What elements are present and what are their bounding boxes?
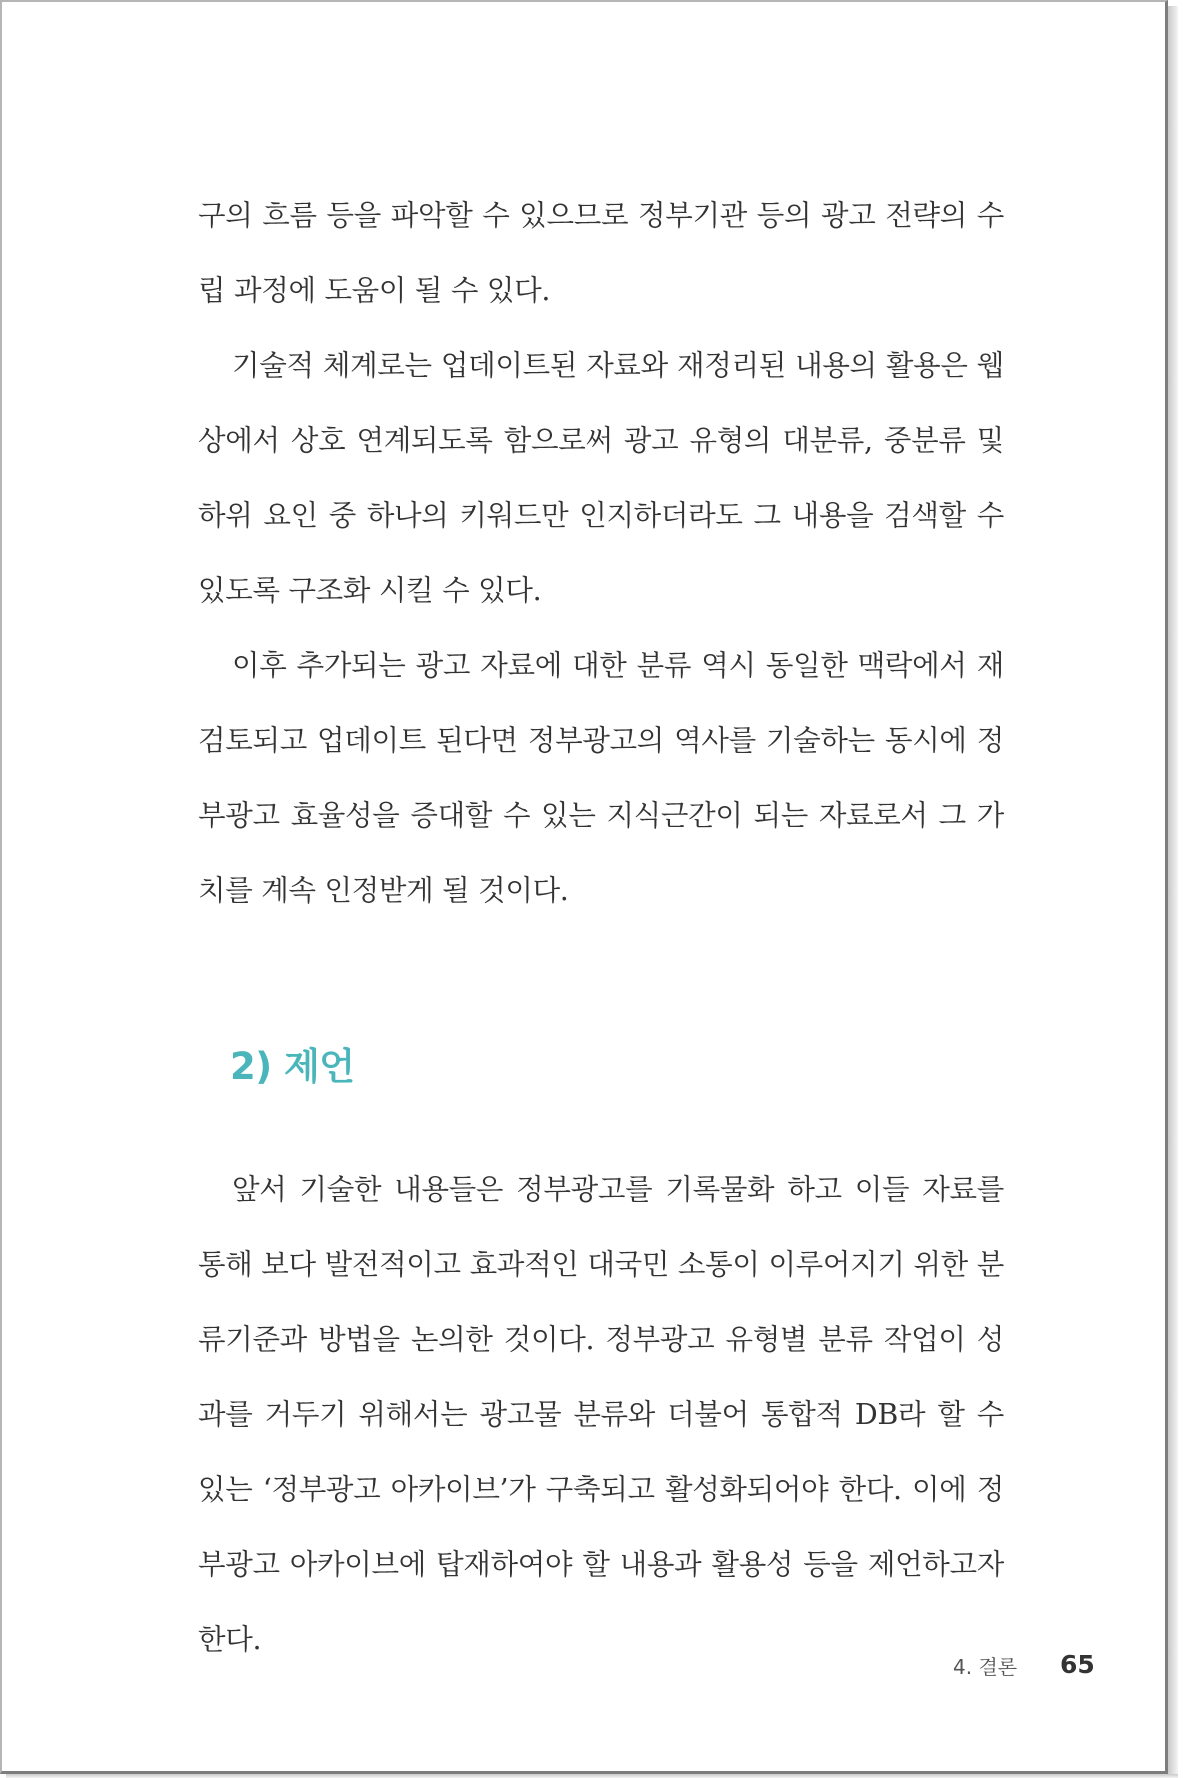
section-heading: 2) 제언 bbox=[230, 1045, 355, 1088]
paragraph-technical-system: 기술적 체계로는 업데이트된 자료와 재정리된 내용의 활용은 웹상에서 상호 연계되도록 함으로써 광고 유형의 대분류, 중분류 및 하위 요인 중 하나의 키워드만 인지하더라도 그 내용을 검색할 수 있도록 구조화 시킬 수 있다. bbox=[198, 349, 1004, 607]
footer-chapter-label: 4. 결론 bbox=[953, 1655, 1018, 1679]
paragraph-continued: 구의 흐름 등을 파악할 수 있으므로 정부기관 등의 광고 전략의 수립 과정에 도움이 될 수 있다. bbox=[198, 199, 1004, 307]
page-shadow-bottom bbox=[6, 1774, 1178, 1778]
page-shadow bbox=[1168, 6, 1178, 1776]
paragraph-future-updates: 이후 추가되는 광고 자료에 대한 분류 역시 동일한 맥락에서 재검토되고 업데이트 된다면 정부광고의 역사를 기술하는 동시에 정부광고 효율성을 증대할 수 있는 지식근간이 되는 자료로서 그 가치를 계속 인정받게 될 것이다. bbox=[198, 649, 1004, 907]
page-number: 65 bbox=[1060, 1650, 1095, 1679]
paragraph-proposal: 앞서 기술한 내용들은 정부광고를 기록물화 하고 이들 자료를 통해 보다 발전적이고 효과적인 대국민 소통이 이루어지기 위한 분류기준과 방법을 논의한 것이다. 정부광고 유형별 분류 작업이 성과를 거두기 위해서는 광고물 분류와 더불어 통합적 DB라 할 수 있는 ‘정부광고 아카이브’가 구축되고 활성화되어야 한다. 이에 정부광고 아카이브에 탑재하여야 할 내용과 활용성 등을 제언하고자 한다. bbox=[198, 1173, 1004, 1656]
